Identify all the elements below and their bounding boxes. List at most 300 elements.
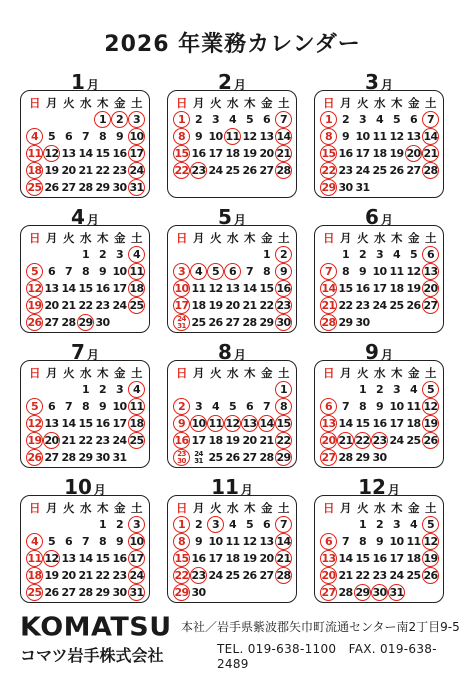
holiday-day: 25: [27, 586, 42, 599]
day-number: 24: [194, 449, 203, 458]
weekday-header: 火: [63, 95, 74, 110]
holiday-day: 27: [321, 586, 336, 599]
weekday-header: 月: [193, 230, 204, 245]
day-cell: 9: [98, 265, 107, 278]
holiday-day: 23: [276, 299, 291, 312]
holiday-day: 8: [275, 398, 292, 415]
weekday-header: 日: [29, 95, 40, 110]
day-cell: 15: [355, 552, 370, 565]
weekday-header: 土: [131, 500, 142, 515]
day-cell: 18: [208, 434, 223, 447]
holiday-day: 13: [242, 417, 257, 430]
day-cell: 27: [225, 316, 240, 329]
day-cell: 18: [225, 147, 240, 160]
day-cell: 20: [61, 164, 76, 177]
day-cell: 22: [95, 164, 110, 177]
day-cell: 19: [242, 147, 257, 160]
day-cell: 7: [341, 400, 350, 413]
day-cell: 6: [262, 113, 271, 126]
day-cell: 22: [78, 434, 93, 447]
weekday-header: 月: [46, 95, 57, 110]
day-cell: 29: [338, 316, 353, 329]
holiday-day: 20: [321, 434, 336, 447]
day-cell: 8: [358, 535, 367, 548]
day-cell: 1: [262, 248, 271, 261]
empty-day: [258, 584, 275, 601]
day-cell: 22: [259, 299, 274, 312]
holiday-day: 21: [321, 299, 336, 312]
day-cell: 9: [115, 130, 124, 143]
month-number: 10: [64, 475, 92, 499]
day-cell: 26: [44, 181, 59, 194]
holiday-day: 8: [173, 533, 190, 550]
day-cell: 17: [355, 147, 370, 160]
day-cell: 4: [409, 518, 418, 531]
day-cell: 28: [338, 586, 353, 599]
day-cell: 29: [259, 316, 274, 329]
day-cell: 4: [211, 400, 220, 413]
day-cell: 18: [372, 147, 387, 160]
day-cell: 8: [98, 535, 107, 548]
empty-day: [128, 449, 145, 466]
empty-day: [111, 314, 128, 331]
day-cell: 13: [259, 535, 274, 548]
weekday-header: 月: [193, 95, 204, 110]
holiday-day: 24: [129, 164, 144, 177]
day-cell: 6: [47, 265, 56, 278]
page-title: 2026 年業務カレンダー: [104, 32, 361, 57]
weekday-header: 月: [340, 365, 351, 380]
weekday-header: 水: [374, 500, 385, 515]
weekday-header: 日: [176, 95, 187, 110]
empty-day: [241, 584, 258, 601]
weekday-header: 火: [357, 365, 368, 380]
day-cell: 21: [338, 569, 353, 582]
empty-day: [405, 179, 422, 196]
month-number: 2: [218, 70, 232, 94]
empty-day: [371, 179, 388, 196]
day-cell: 30: [191, 586, 206, 599]
day-cell: 29: [78, 451, 93, 464]
day-cell: 24: [372, 299, 387, 312]
day-cell: 7: [262, 400, 271, 413]
company-name: コマツ岩手株式会社: [20, 646, 164, 665]
empty-day: [43, 111, 60, 128]
weekday-header: 木: [244, 500, 255, 515]
day-cell: 18: [406, 552, 421, 565]
day-cell: 26: [242, 164, 257, 177]
weekday-header: 木: [97, 95, 108, 110]
weekday-header: 土: [131, 365, 142, 380]
month-unit: 月: [387, 483, 400, 497]
weekday-header: 金: [261, 230, 272, 245]
day-cell: 14: [61, 417, 76, 430]
day-cell: 26: [242, 569, 257, 582]
weekday-header: 月: [193, 365, 204, 380]
day-cell: 20: [44, 299, 59, 312]
day-cell: 2: [375, 383, 384, 396]
month-calendar-2: [167, 90, 297, 198]
empty-day: [422, 314, 439, 331]
holiday-day: 14: [276, 535, 291, 548]
weekday-header: 水: [80, 365, 91, 380]
day-cell: 25: [225, 569, 240, 582]
weekday-header: 水: [227, 230, 238, 245]
holiday-day: 28: [276, 164, 291, 177]
day-cell: 12: [242, 535, 257, 548]
holiday-day: 11: [129, 265, 144, 278]
weekday-header: 月: [46, 500, 57, 515]
holiday-day: 14: [321, 282, 336, 295]
day-cell: 27: [61, 586, 76, 599]
weekday-header: 日: [29, 365, 40, 380]
day-cell: 3: [392, 518, 401, 531]
day-cell: 27: [61, 181, 76, 194]
day-cell: 22: [338, 299, 353, 312]
month-unit: 月: [380, 78, 393, 92]
holiday-day: 16: [174, 434, 189, 447]
holiday-day: 29: [276, 451, 291, 464]
day-cell: 4: [375, 113, 384, 126]
day-cell: 14: [78, 147, 93, 160]
holiday-day: 3: [173, 263, 190, 280]
holiday-day: 5: [26, 263, 43, 280]
day-cell: 28: [338, 451, 353, 464]
day-cell: 6: [245, 400, 254, 413]
day-cell: 28: [61, 316, 76, 329]
day-cell: 14: [338, 417, 353, 430]
calendar-day-grid: [26, 364, 145, 466]
holiday-day: 19: [423, 417, 438, 430]
month-unit: 月: [86, 213, 99, 227]
empty-day: [241, 381, 258, 398]
empty-day: [388, 179, 405, 196]
day-cell: 17: [191, 434, 206, 447]
day-cell: 5: [245, 518, 254, 531]
empty-day: [275, 584, 292, 601]
weekday-header: 土: [278, 365, 289, 380]
day-cell: 28: [78, 586, 93, 599]
day-cell: 15: [78, 417, 93, 430]
day-cell: 13: [259, 130, 274, 143]
day-cell: 1: [358, 383, 367, 396]
weekday-header: 木: [244, 365, 255, 380]
day-number: 31: [177, 321, 186, 330]
empty-day: [128, 314, 145, 331]
day-cell: 30: [112, 586, 127, 599]
weekday-header: 月: [340, 95, 351, 110]
day-cell: 28: [61, 451, 76, 464]
holiday-day: 28: [321, 316, 336, 329]
holiday-day: 15: [321, 147, 336, 160]
weekday-header: 火: [210, 500, 221, 515]
empty-day: [26, 246, 43, 263]
empty-day: [26, 111, 43, 128]
weekday-header: 日: [29, 230, 40, 245]
holiday-day: 16: [276, 282, 291, 295]
weekday-header: 日: [176, 500, 187, 515]
holiday-day: 12: [44, 552, 59, 565]
month-number: 12: [358, 475, 386, 499]
holiday-day: 1: [94, 111, 111, 128]
holiday-day: 20: [423, 282, 438, 295]
month-number: 3: [365, 70, 379, 94]
day-cell: 22: [95, 569, 110, 582]
holiday-day: 1: [275, 381, 292, 398]
holiday-day: 7: [320, 263, 337, 280]
day-cell: 5: [409, 248, 418, 261]
day-cell: 2: [341, 113, 350, 126]
company-address: 本社／岩手県紫波郡矢巾町流通センター南2丁目9-5: [181, 620, 460, 634]
weekday-header: 土: [131, 95, 142, 110]
day-cell: 25: [406, 569, 421, 582]
month-unit: 月: [86, 348, 99, 362]
empty-day: [371, 314, 388, 331]
month-calendar-9: [314, 360, 444, 468]
day-cell: 25: [225, 164, 240, 177]
holiday-day: 25: [27, 181, 42, 194]
holiday-day: 24: [129, 569, 144, 582]
day-cell: 19: [44, 164, 59, 177]
day-cell: 1: [358, 518, 367, 531]
weekday-header: 水: [80, 95, 91, 110]
day-cell: [190, 449, 207, 466]
day-cell: 24: [112, 434, 127, 447]
weekday-header: 日: [323, 230, 334, 245]
month-unit: 月: [86, 78, 99, 92]
day-cell: 15: [95, 147, 110, 160]
weekday-header: 金: [408, 365, 419, 380]
holiday-day: 15: [174, 552, 189, 565]
day-cell: 9: [341, 130, 350, 143]
holiday-day: 26: [423, 434, 438, 447]
month-number: 1: [71, 70, 85, 94]
holiday-day: 11: [27, 552, 42, 565]
day-cell: 10: [208, 535, 223, 548]
day-cell: 11: [406, 400, 421, 413]
holiday-day: 4: [128, 381, 145, 398]
weekday-header: 土: [425, 95, 436, 110]
empty-day: [405, 314, 422, 331]
holiday-day: 13: [321, 417, 336, 430]
holiday-day: 22: [174, 569, 189, 582]
holiday-day: 26: [27, 316, 42, 329]
holiday-day: 5: [207, 263, 224, 280]
month-calendar-8: [167, 360, 297, 468]
weekday-header: 月: [46, 365, 57, 380]
day-cell: 10: [389, 400, 404, 413]
weekday-header: 金: [408, 500, 419, 515]
calendar-day-grid: [320, 229, 439, 331]
weekday-header: 水: [227, 95, 238, 110]
holiday-day: 23: [372, 434, 387, 447]
month-number: 6: [365, 205, 379, 229]
empty-day: [207, 584, 224, 601]
day-cell: 17: [208, 147, 223, 160]
day-cell: 10: [112, 265, 127, 278]
calendar-day-grid: [320, 94, 439, 196]
day-cell: 13: [44, 282, 59, 295]
calendar-day-grid: [320, 364, 439, 466]
holiday-day: 7: [275, 111, 292, 128]
day-cell: 6: [262, 518, 271, 531]
weekday-header: 木: [244, 230, 255, 245]
holiday-day: 20: [321, 569, 336, 582]
company-phone: TEL. 019-638-1100 FAX. 019-638-2489: [217, 642, 437, 671]
month-calendar-4: [20, 225, 150, 333]
weekday-header: 月: [193, 500, 204, 515]
day-cell: 23: [112, 164, 127, 177]
day-cell: 16: [95, 417, 110, 430]
month-number: 11: [211, 475, 239, 499]
holiday-day: 29: [174, 586, 189, 599]
weekday-header: 日: [323, 365, 334, 380]
day-cell: 20: [242, 434, 257, 447]
day-cell: 5: [392, 113, 401, 126]
weekday-header: 木: [97, 230, 108, 245]
holiday-day: 26: [423, 569, 438, 582]
day-cell: 1: [341, 248, 350, 261]
day-cell: 11: [372, 130, 387, 143]
day-cell: 10: [389, 535, 404, 548]
weekday-header: 金: [261, 500, 272, 515]
day-cell: 28: [259, 451, 274, 464]
day-cell: 2: [375, 518, 384, 531]
day-cell: 26: [208, 316, 223, 329]
day-cell: 8: [262, 265, 271, 278]
day-cell: 25: [191, 316, 206, 329]
day-cell: 12: [242, 130, 257, 143]
empty-day: [60, 111, 77, 128]
day-cell: 11: [191, 282, 206, 295]
holiday-day: 23: [191, 569, 206, 582]
day-cell: 11: [406, 535, 421, 548]
holiday-day: 9: [275, 263, 292, 280]
holiday-day: 22: [321, 164, 336, 177]
day-cell: 30: [372, 451, 387, 464]
day-cell: 27: [44, 451, 59, 464]
weekday-header: 金: [261, 95, 272, 110]
day-cell: 21: [61, 434, 76, 447]
holiday-day: 19: [27, 434, 42, 447]
empty-day: [258, 381, 275, 398]
calendar-day-grid: [26, 94, 145, 196]
day-cell: 8: [98, 130, 107, 143]
day-cell: 20: [61, 569, 76, 582]
empty-day: [60, 381, 77, 398]
day-cell: 3: [358, 113, 367, 126]
holiday-day: 19: [423, 552, 438, 565]
day-cell: 18: [389, 282, 404, 295]
holiday-day: 10: [129, 130, 144, 143]
empty-day: [388, 449, 405, 466]
day-cell: 4: [228, 518, 237, 531]
month-number: 4: [71, 205, 85, 229]
day-cell: 25: [406, 434, 421, 447]
empty-day: [337, 381, 354, 398]
holiday-day: 4: [26, 533, 43, 550]
weekday-header: 金: [114, 230, 125, 245]
day-cell: 21: [78, 569, 93, 582]
day-cell: 3: [375, 248, 384, 261]
weekday-header: 日: [323, 95, 334, 110]
day-cell: 2: [115, 518, 124, 531]
holiday-day: 21: [276, 552, 291, 565]
empty-day: [43, 381, 60, 398]
day-cell: 13: [225, 282, 240, 295]
holiday-day: 12: [225, 417, 240, 430]
weekday-header: 火: [210, 230, 221, 245]
month-unit: 月: [380, 348, 393, 362]
month-unit: 月: [233, 213, 246, 227]
month-calendar-1: [20, 90, 150, 198]
holiday-day: 28: [276, 569, 291, 582]
weekday-header: 火: [63, 500, 74, 515]
holiday-day: 4: [190, 263, 207, 280]
holiday-day: [173, 314, 190, 331]
calendar-day-grid: [173, 94, 292, 179]
empty-day: [207, 381, 224, 398]
day-cell: 27: [44, 316, 59, 329]
holiday-day: 28: [423, 164, 438, 177]
day-cell: 30: [95, 451, 110, 464]
weekday-header: 金: [408, 95, 419, 110]
holiday-day: 4: [128, 246, 145, 263]
month-calendar-7: [20, 360, 150, 468]
holiday-day: 20: [44, 434, 59, 447]
weekday-header: 水: [80, 500, 91, 515]
day-cell: 15: [78, 282, 93, 295]
day-cell: 20: [259, 147, 274, 160]
weekday-header: 金: [114, 95, 125, 110]
day-cell: 26: [389, 164, 404, 177]
day-cell: 11: [389, 265, 404, 278]
day-cell: 29: [95, 181, 110, 194]
day-cell: 9: [375, 400, 384, 413]
day-cell: 9: [358, 265, 367, 278]
day-cell: 7: [341, 535, 350, 548]
calendar-day-grid: [26, 499, 145, 601]
holiday-day: 22: [276, 434, 291, 447]
empty-day: [173, 381, 190, 398]
weekday-header: 土: [278, 95, 289, 110]
holiday-day: 29: [321, 181, 336, 194]
holiday-day: 17: [174, 299, 189, 312]
day-cell: 18: [406, 417, 421, 430]
day-cell: 3: [115, 383, 124, 396]
day-cell: 25: [389, 299, 404, 312]
day-cell: 12: [406, 265, 421, 278]
holiday-day: 6: [320, 398, 337, 415]
holiday-day: 31: [129, 181, 144, 194]
holiday-day: 21: [338, 434, 353, 447]
day-cell: 14: [242, 282, 257, 295]
day-cell: 11: [225, 535, 240, 548]
holiday-day: 15: [174, 147, 189, 160]
day-cell: 9: [194, 130, 203, 143]
day-cell: 24: [208, 164, 223, 177]
day-cell: 17: [112, 282, 127, 295]
holiday-day: 6: [224, 263, 241, 280]
day-cell: 14: [338, 552, 353, 565]
day-cell: 18: [191, 299, 206, 312]
weekday-header: 火: [357, 95, 368, 110]
weekday-header: 土: [131, 230, 142, 245]
day-cell: 6: [47, 400, 56, 413]
day-cell: 16: [112, 552, 127, 565]
month-calendar-6: [314, 225, 444, 333]
calendar-day-grid: [173, 364, 292, 466]
